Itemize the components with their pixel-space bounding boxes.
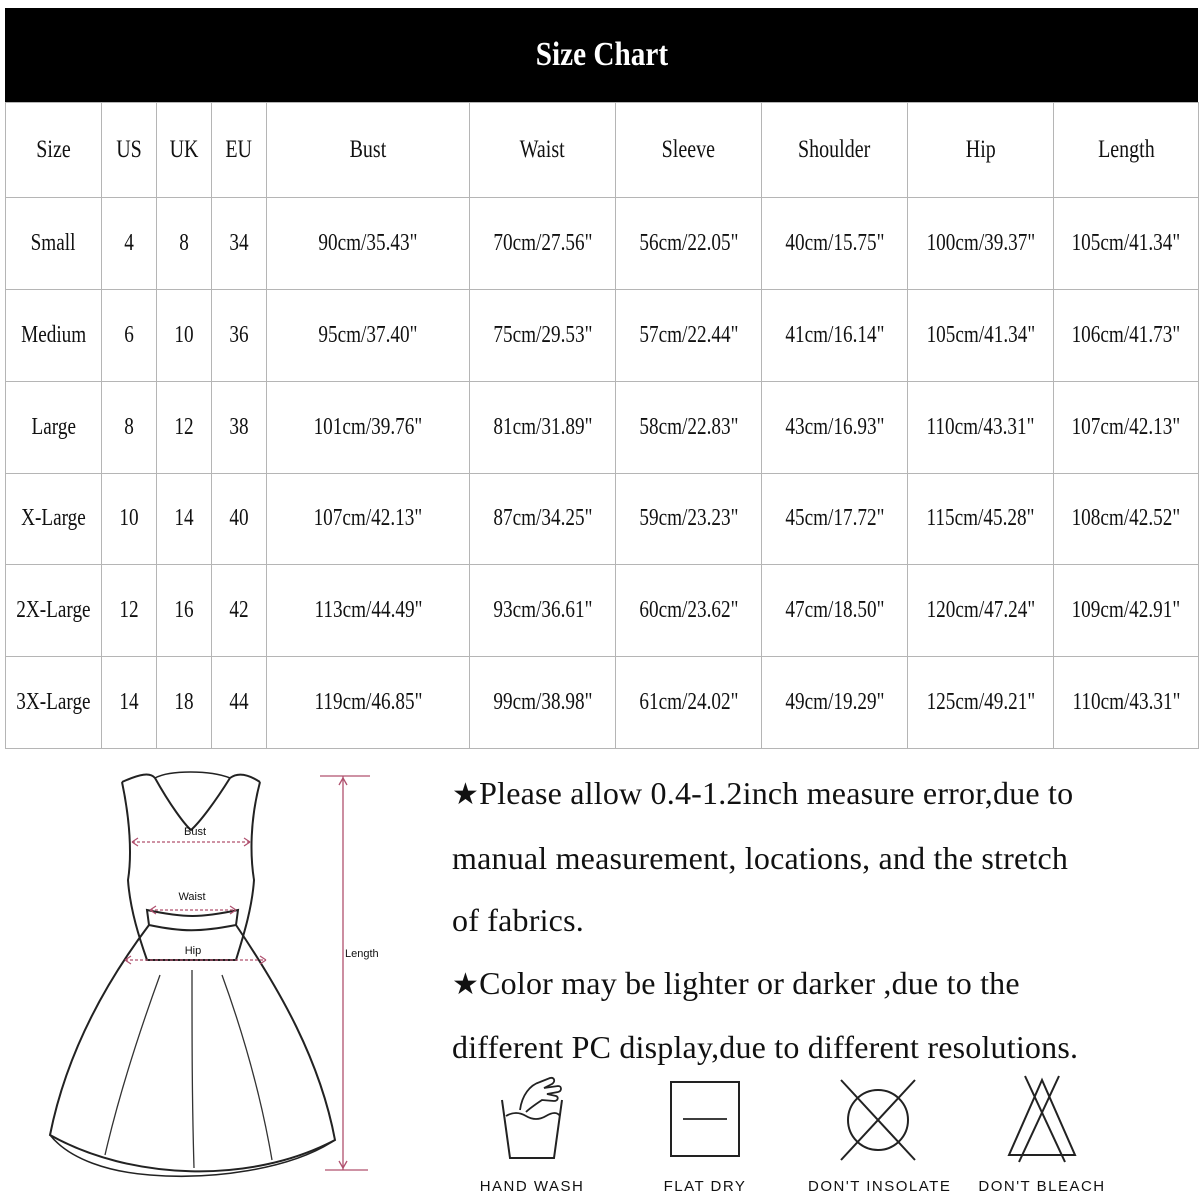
table-header-row (6, 103, 1199, 198)
table-cell-value: 105cm/41.34" (1071, 230, 1181, 256)
table-cell (1054, 473, 1199, 565)
column-header (6, 103, 102, 198)
hand-wash-icon (492, 1070, 572, 1165)
table-cell (908, 565, 1054, 657)
length-label: Length (345, 948, 379, 960)
star-icon: ★ (452, 967, 480, 1001)
table-cell-value: 34 (229, 230, 249, 256)
table-cell-value: 57cm/22.44" (638, 321, 739, 348)
table-cell (267, 657, 470, 749)
column-header-label: Sleeve (661, 136, 716, 164)
table-cell (157, 381, 212, 473)
note-line-4: ★Color may be lighter or darker ,due to the (452, 964, 1020, 1001)
table-cell (908, 473, 1054, 565)
column-header-label: Length (1097, 136, 1155, 164)
table-cell (102, 381, 157, 473)
table-cell-value: 108cm/42.52" (1071, 505, 1181, 532)
table-cell (212, 381, 267, 473)
table-cell (102, 473, 157, 565)
table-cell-value: 99cm/38.98" (492, 689, 593, 716)
table-cell (1054, 657, 1199, 749)
table-cell (762, 198, 908, 290)
waist-label: Waist (178, 891, 206, 903)
table-cell-value: 75cm/29.53" (492, 321, 593, 348)
table-cell-value: 49cm/19.29" (784, 689, 885, 716)
hip-label: Hip (184, 945, 202, 957)
table-cell (470, 381, 616, 473)
table-cell-value: 60cm/23.62" (638, 597, 739, 624)
size-chart-title: Size Chart (535, 36, 668, 73)
table-cell (102, 657, 157, 749)
care-hand-wash (462, 1070, 602, 1200)
table-cell (470, 473, 616, 565)
table-cell-value: 6 (124, 321, 134, 348)
table-cell-value: 8 (124, 413, 134, 440)
table-row (6, 473, 1199, 565)
size-table (5, 102, 1199, 749)
table-cell (6, 381, 102, 473)
note-line-1: ★Please allow 0.4-1.2inch measure error,due to (452, 775, 1074, 811)
table-cell (267, 473, 470, 565)
table-cell-value: 90cm/35.43" (318, 230, 418, 256)
table-cell-value: 70cm/27.56" (492, 230, 593, 256)
care-flat-dry (635, 1070, 775, 1200)
table-cell-value: 81cm/31.89" (492, 413, 593, 440)
table-cell (102, 198, 157, 290)
bust-label: Bust (183, 826, 207, 838)
column-header-label: Hip (965, 136, 996, 164)
table-cell (762, 657, 908, 749)
table-cell (6, 198, 102, 290)
table-cell-value: 44 (229, 689, 249, 716)
table-cell-value: 4 (124, 230, 134, 256)
table-cell-value: 87cm/34.25" (492, 505, 593, 532)
note-line-5: different PC display,due to different resolutions. (452, 1029, 1079, 1065)
care-dont-bleach (972, 1070, 1112, 1200)
table-cell (762, 565, 908, 657)
table-cell-value: Large (31, 413, 76, 440)
table-cell (1054, 198, 1199, 290)
table-cell (470, 289, 616, 381)
table-cell (908, 657, 1054, 749)
table-cell (157, 473, 212, 565)
table-cell-value: 125cm/49.21" (926, 689, 1035, 716)
table-cell (616, 289, 762, 381)
hand-wash-label: HAND WASH (479, 1178, 585, 1195)
column-header (616, 103, 762, 198)
table-cell (762, 381, 908, 473)
table-cell-value: 12 (174, 413, 194, 440)
table-cell (6, 473, 102, 565)
column-header (157, 103, 212, 198)
dont-bleach-icon (997, 1070, 1087, 1165)
table-cell (157, 289, 212, 381)
column-header-label: EU (225, 136, 253, 164)
table-cell-value: 106cm/41.73" (1071, 321, 1181, 348)
table-cell (102, 289, 157, 381)
column-header-label: UK (169, 136, 199, 164)
table-cell (908, 198, 1054, 290)
table-cell-value: 95cm/37.40" (318, 321, 418, 348)
table-cell-value: 38 (229, 413, 249, 440)
flat-dry-label: FLAT DRY (663, 1178, 747, 1195)
table-cell (157, 657, 212, 749)
table-row (6, 381, 1199, 473)
table-cell-value: 3X-Large (16, 689, 91, 716)
note-line-2: manual measurement, locations, and the stretch (452, 839, 1069, 876)
table-row (6, 565, 1199, 657)
column-header (470, 103, 616, 198)
table-cell (1054, 565, 1199, 657)
table-cell (157, 565, 212, 657)
table-cell (1054, 381, 1199, 473)
table-cell (908, 289, 1054, 381)
table-cell-value: 41cm/16.14" (784, 321, 885, 348)
table-cell-value: 10 (119, 505, 139, 532)
table-cell-value: 107cm/42.13" (1071, 413, 1181, 440)
table-cell-value: 58cm/22.83" (638, 413, 739, 440)
table-cell-value: X-Large (21, 505, 86, 532)
star-icon: ★ (452, 778, 480, 811)
table-cell (470, 565, 616, 657)
table-cell-value: 61cm/24.02" (638, 689, 739, 716)
table-cell (102, 565, 157, 657)
dont-insolate-label: DON'T INSOLATE (808, 1178, 952, 1195)
table-cell (1054, 289, 1199, 381)
table-cell-value: 105cm/41.34" (926, 321, 1035, 348)
table-cell-value: 42 (229, 597, 249, 624)
dress-outline-icon (10, 760, 430, 1190)
care-notes (452, 762, 1192, 1079)
table-cell-value: 2X-Large (16, 597, 91, 624)
table-cell (616, 565, 762, 657)
column-header (212, 103, 267, 198)
table-cell-value: 107cm/42.13" (313, 505, 423, 532)
table-cell (616, 657, 762, 749)
table-cell (762, 289, 908, 381)
table-cell (267, 381, 470, 473)
table-cell-value: 43cm/16.93" (784, 413, 885, 440)
table-cell-value: 59cm/23.23" (638, 505, 739, 532)
table-cell (616, 198, 762, 290)
table-cell (212, 657, 267, 749)
table-cell-value: 56cm/22.05" (638, 230, 739, 256)
table-cell-value: 93cm/36.61" (492, 597, 593, 624)
table-cell-value: 113cm/44.49" (314, 597, 422, 624)
table-cell (212, 565, 267, 657)
column-header (1054, 103, 1199, 198)
table-cell-value: 36 (229, 321, 249, 348)
table-cell (6, 289, 102, 381)
table-cell (616, 381, 762, 473)
table-row (6, 657, 1199, 749)
table-cell-value: 40 (229, 505, 249, 532)
table-cell-value: 110cm/43.31" (1072, 689, 1180, 716)
table-cell-value: 40cm/15.75" (784, 230, 885, 256)
column-header (908, 103, 1054, 198)
table-row (6, 198, 1199, 290)
table-cell (267, 289, 470, 381)
table-cell (267, 198, 470, 290)
column-header-label: US (116, 136, 142, 164)
column-header (102, 103, 157, 198)
dont-insolate-icon (833, 1070, 923, 1165)
table-cell-value: 14 (174, 505, 194, 532)
dont-bleach-label: DON'T BLEACH (978, 1178, 1106, 1195)
table-cell (212, 289, 267, 381)
column-header-label: Waist (519, 136, 566, 164)
size-chart-title-bar (5, 8, 1198, 102)
table-cell (6, 565, 102, 657)
table-cell-value: 18 (174, 689, 194, 716)
table-cell-value: 119cm/46.85" (314, 689, 422, 716)
table-cell (212, 473, 267, 565)
size-table-body (6, 103, 1199, 749)
table-cell-value: 115cm/45.28" (926, 505, 1035, 532)
care-dont-insolate (808, 1070, 952, 1200)
dress-measurement-diagram (10, 760, 430, 1190)
table-cell (212, 198, 267, 290)
table-cell (470, 657, 616, 749)
column-header-label: Size (36, 136, 71, 164)
table-cell-value: 8 (179, 230, 189, 256)
column-header-label: Bust (349, 136, 387, 164)
table-cell-value: 110cm/43.31" (926, 413, 1035, 440)
flat-dry-icon (665, 1070, 745, 1165)
table-cell-value: 45cm/17.72" (784, 505, 885, 532)
table-cell-value: 101cm/39.76" (313, 413, 423, 440)
column-header-label: Shoulder (798, 136, 871, 164)
table-cell-value: 14 (119, 689, 139, 716)
note-line-3: of fabrics. (452, 902, 584, 938)
table-cell (470, 198, 616, 290)
table-cell (6, 657, 102, 749)
table-cell-value: Medium (20, 321, 87, 348)
table-cell-value: 120cm/47.24" (926, 597, 1035, 624)
table-cell (157, 198, 212, 290)
table-cell (908, 381, 1054, 473)
column-header (762, 103, 908, 198)
table-cell (762, 473, 908, 565)
table-cell-value: 100cm/39.37" (926, 230, 1035, 256)
table-cell-value: 109cm/42.91" (1071, 597, 1181, 624)
table-row (6, 289, 1199, 381)
table-cell-value: 10 (174, 321, 194, 348)
table-cell-value: 47cm/18.50" (784, 597, 885, 624)
table-cell (267, 565, 470, 657)
table-cell-value: Small (31, 230, 76, 256)
column-header (267, 103, 470, 198)
table-cell (616, 473, 762, 565)
table-cell-value: 12 (119, 597, 139, 624)
table-cell-value: 16 (174, 597, 194, 624)
